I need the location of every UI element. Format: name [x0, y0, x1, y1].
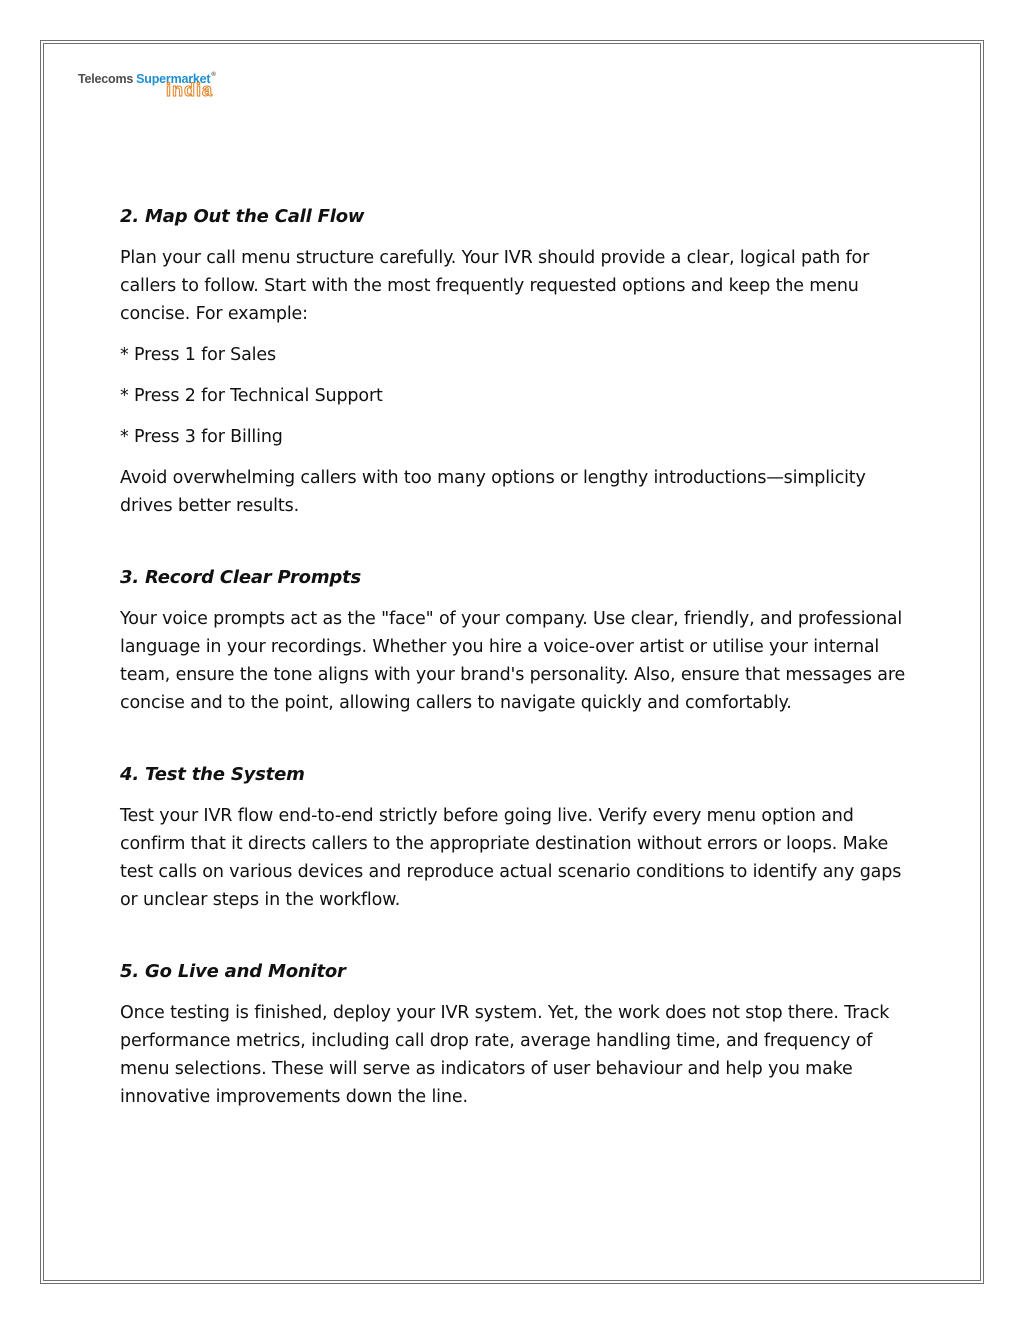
logo-word-telecoms: Telecoms	[78, 72, 134, 86]
paragraph: Your voice prompts act as the "face" of your company. Use clear, friendly, and professional language in your recordings. Whether you hire a voice-over artist or utilise your internal team, ensure the tone aligns with your brand's personality. Also, ensure that messages are concise and to the point, allowing callers to navigate quickly and comfortably.	[120, 609, 906, 713]
section-heading: 3. Record Clear Prompts	[120, 567, 361, 588]
section-record-prompts	[120, 564, 910, 717]
logo-word-supermarket: Supermarket	[136, 72, 211, 86]
logo-india: india	[166, 80, 214, 100]
section-test-system	[120, 761, 910, 914]
section-map-call-flow	[120, 203, 910, 520]
document-body	[120, 203, 910, 1111]
paragraph: Plan your call menu structure carefully. Your IVR should provide a clear, logical path for callers to follow. Start with the most frequently requested options and keep the menu concise. For example:	[120, 248, 870, 324]
section-heading: 2. Map Out the Call Flow	[120, 206, 365, 227]
paragraph: Avoid overwhelming callers with too many options or lengthy introductions—simplicity drives better results.	[120, 468, 866, 516]
paragraph: Once testing is finished, deploy your IVR system. Yet, the work does not stop there. Track performance metrics, including call drop rate, average handling time, and frequency of menu selections. These will serve as indicators of user behaviour and help you make innovative improvements down the line.	[120, 1003, 890, 1107]
section-heading: 4. Test the System	[120, 764, 305, 785]
logo-trademark: ®	[211, 72, 216, 78]
telecoms-supermarket-logo	[78, 72, 238, 104]
section-go-live	[120, 958, 910, 1111]
paragraph: Test your IVR flow end-to-end strictly before going live. Verify every menu option and confirm that it directs callers to the appropriate destination without errors or loops. Make test calls on various devices and reproduce actual scenario conditions to identify any gaps or unclear steps in the workflow.	[120, 806, 902, 910]
list-item: * Press 2 for Technical Support	[120, 386, 383, 406]
list-item: * Press 3 for Billing	[120, 427, 283, 447]
list-item: * Press 1 for Sales	[120, 345, 276, 365]
section-heading: 5. Go Live and Monitor	[120, 961, 346, 982]
